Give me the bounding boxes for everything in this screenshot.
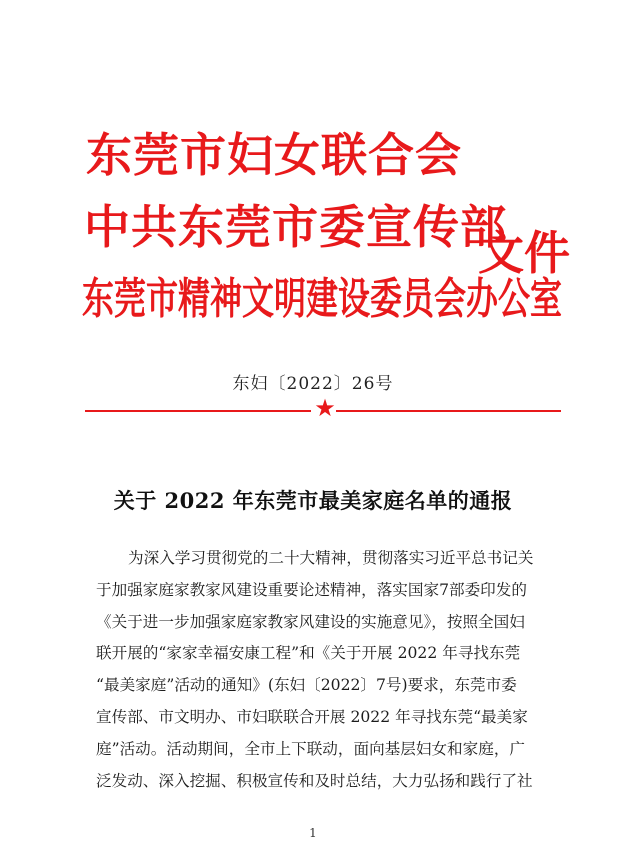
document-type-label: 文件 — [478, 226, 570, 280]
body-line: 为深入学习贯彻党的二十大精神，贯彻落实习近平总书记关 — [128, 549, 534, 567]
body-line: 《关于进一步加强家庭家教家风建设的实施意见》，按照全国妇 — [96, 612, 525, 631]
body-line: 于加强家庭家教家风建设重要论述精神，落实国家7部委印发的 — [96, 580, 527, 599]
issuer-propaganda-department: 中共东莞市委宣传部 — [84, 200, 507, 254]
red-rule-left — [85, 410, 311, 412]
body-paragraph — [96, 543, 548, 797]
issuer-civilization-office: 东莞市精神文明建设委员会办公室 — [82, 272, 563, 325]
body-line: 宣传部、市文明办、市妇联联合开展 2022 年寻找东莞“最美家 — [96, 707, 528, 726]
body-line: 联开展的“家家幸福安康工程”和《关于开展 2022 年寻找东莞 — [96, 644, 521, 663]
page-number: 1 — [309, 826, 317, 840]
issuer-womens-federation: 东莞市妇女联合会 — [86, 128, 462, 182]
body-line: 庭”活动。活动期间，全市上下联动，面向基层妇女和家庭，广 — [96, 739, 526, 758]
body-line: “最美家庭”活动的通知》(东妇〔2022〕7号)要求，东莞市委 — [96, 676, 517, 695]
star-icon: ★ — [314, 394, 336, 422]
document-number: 东妇〔2022〕26号 — [232, 374, 394, 394]
red-rule-right — [336, 410, 561, 412]
body-line: 泛发动、深入挖掘、积极宣传和及时总结，大力弘扬和践行了社 — [96, 771, 533, 790]
document-title: 关于 2022 年东莞市最美家庭名单的通报 — [113, 488, 513, 513]
